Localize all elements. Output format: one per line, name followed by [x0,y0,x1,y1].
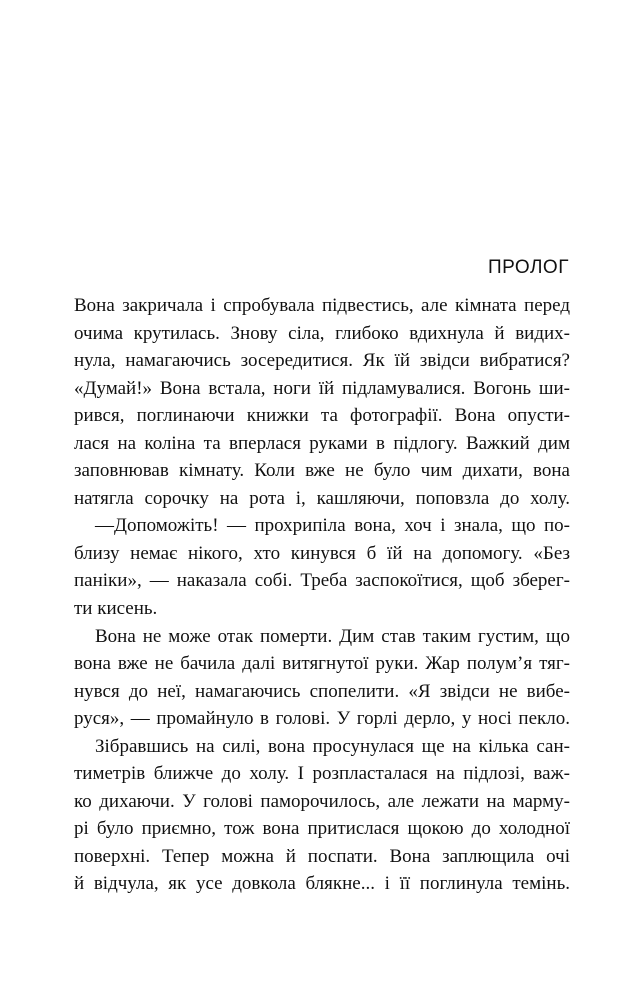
paragraph [74,623,570,733]
chapter-heading: ПРОЛОГ [487,257,569,278]
text-line: натягла сорочку на рота і, кашляючи, поповзла до холу. [74,487,570,509]
text-line: —Допоможіть! — прохрипіла вона, хоч і знала, що по- [95,515,570,537]
text-line: паніки», — наказала собі. Треба заспокоїтися, щоб зберег- [74,570,570,592]
text-line: й відчула, як усе довкола блякне... і її поглинула темінь. [74,873,570,895]
text-line: ко дихаючи. У голові паморочилось, але лежати на марму- [74,790,570,812]
text-line: поверхні. Тепер можна й поспати. Вона заплющила очі [74,845,570,867]
text-line: вона вже не бачила далі витягнутої руки. Жар полум’я тяг- [74,653,570,675]
text-line: очима крутилась. Знову сіла, глибоко вдихнула й видих- [74,322,570,344]
text-line: тиметрів ближче до холу. І розпласталася на підлозі, важ- [74,763,570,785]
text-line: рі було приємно, тож вона притислася щокою до холодної [74,818,570,840]
text-line: заповнював кімнату. Коли вже не було чим дихати, вона [74,460,570,482]
text-line: руся», — промайнуло в голові. У горлі дерло, у носі пекло. [74,708,570,730]
text-line: Вона не може отак померти. Дим став таким густим, що [95,625,570,647]
text-line: Зібравшись на силі, вона просунулася ще на кілька сан- [95,735,570,757]
text-line: близу немає нікого, хто кинувся б їй на допомогу. «Без [74,542,570,564]
text-line: Вона закричала і спробувала підвестись, але кімната перед [74,295,570,316]
text-line: нувся до неї, намагаючись спопелити. «Я звідси не вибе- [74,680,570,702]
text-line: ти кисень. [74,598,158,620]
text-line: лася на коліна та вперлася руками в підлогу. Важкий дим [74,432,570,454]
text-line: рився, поглинаючи книжки та фотографії. Вона опусти- [74,405,570,427]
text-line: нула, намагаючись зосередитися. Як їй звідси вибратися? [74,350,570,372]
paragraph [74,292,570,512]
text-line: «Думай!» Вона встала, ноги їй підламувалися. Вогонь ши- [74,377,570,399]
paragraph [74,733,570,898]
paragraph [74,512,570,622]
body-text [74,292,570,898]
